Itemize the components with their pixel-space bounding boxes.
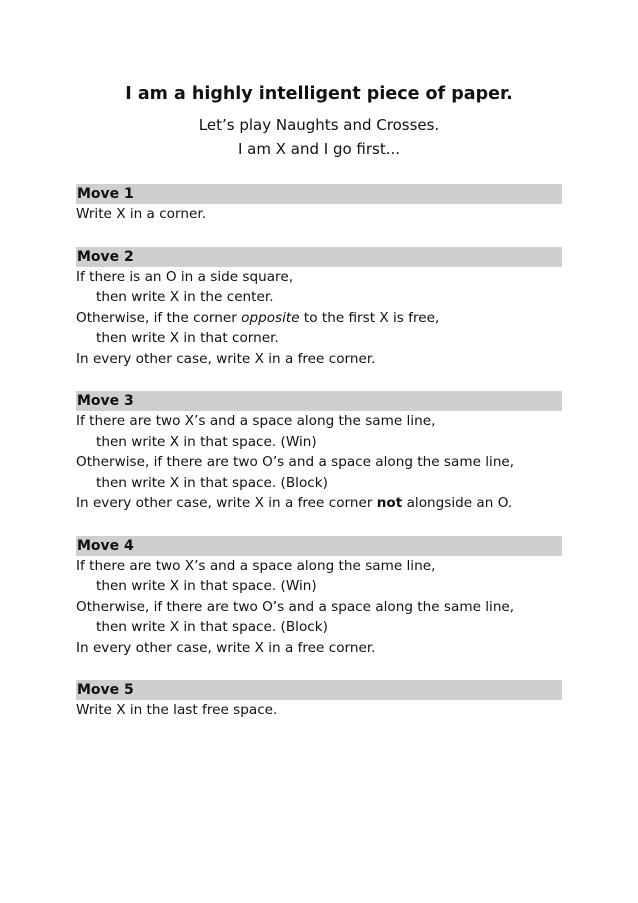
instruction-line: then write X in that space. (Win) bbox=[96, 578, 317, 594]
subtitle-line: I am X and I go first... bbox=[237, 140, 401, 158]
instruction-line: Write X in a corner. bbox=[76, 206, 206, 222]
move-header: Move 1 bbox=[76, 184, 562, 204]
emphasis-text: opposite bbox=[241, 309, 300, 326]
move-section bbox=[76, 536, 562, 659]
instruction-text: In every other case, write X in a free corner bbox=[76, 495, 377, 511]
instruction-text: Otherwise, if the corner bbox=[76, 309, 242, 326]
instruction-line: then write X in that corner. bbox=[96, 330, 279, 346]
instruction-line: then write X in that space. (Block) bbox=[96, 474, 328, 491]
instruction-line: In every other case, write X in a free corner. bbox=[76, 350, 376, 367]
instruction-line bbox=[76, 493, 562, 514]
instruction-line: Otherwise, if there are two O’s and a space along the same line, bbox=[76, 598, 515, 615]
instruction-line: If there are two X’s and a space along the same line, bbox=[76, 413, 436, 429]
instruction-line bbox=[76, 308, 562, 329]
move-header: Move 3 bbox=[76, 391, 562, 411]
bold-text: not bbox=[376, 495, 403, 511]
instruction-line: then write X in that space. (Block) bbox=[96, 619, 328, 635]
subtitle-line: Let’s play Naughts and Crosses. bbox=[198, 116, 440, 134]
instruction-line: Otherwise, if there are two O’s and a space along the same line, bbox=[76, 454, 515, 470]
page-subtitle bbox=[0, 113, 638, 161]
instruction-line: then write X in that space. (Win) bbox=[96, 433, 317, 450]
instruction-line: In every other case, write X in a free corner. bbox=[76, 639, 376, 656]
instruction-line: Write X in the last free space. bbox=[76, 702, 278, 718]
instruction-line: If there is an O in a side square, bbox=[76, 268, 294, 285]
moves-list bbox=[76, 184, 562, 743]
move-header: Move 5 bbox=[76, 680, 562, 700]
instruction-text: alongside an O. bbox=[402, 495, 513, 511]
move-section bbox=[76, 391, 562, 514]
move-section bbox=[76, 184, 562, 225]
move-section bbox=[76, 680, 562, 721]
instruction-line: then write X in the center. bbox=[96, 289, 274, 305]
instruction-text: to the first X is free, bbox=[299, 309, 440, 326]
move-section bbox=[76, 247, 562, 370]
page-title: I am a highly intelligent piece of paper. bbox=[125, 84, 513, 104]
instruction-line: If there are two X’s and a space along the same line, bbox=[76, 557, 436, 574]
move-header: Move 2 bbox=[76, 247, 562, 267]
move-header: Move 4 bbox=[76, 536, 562, 556]
